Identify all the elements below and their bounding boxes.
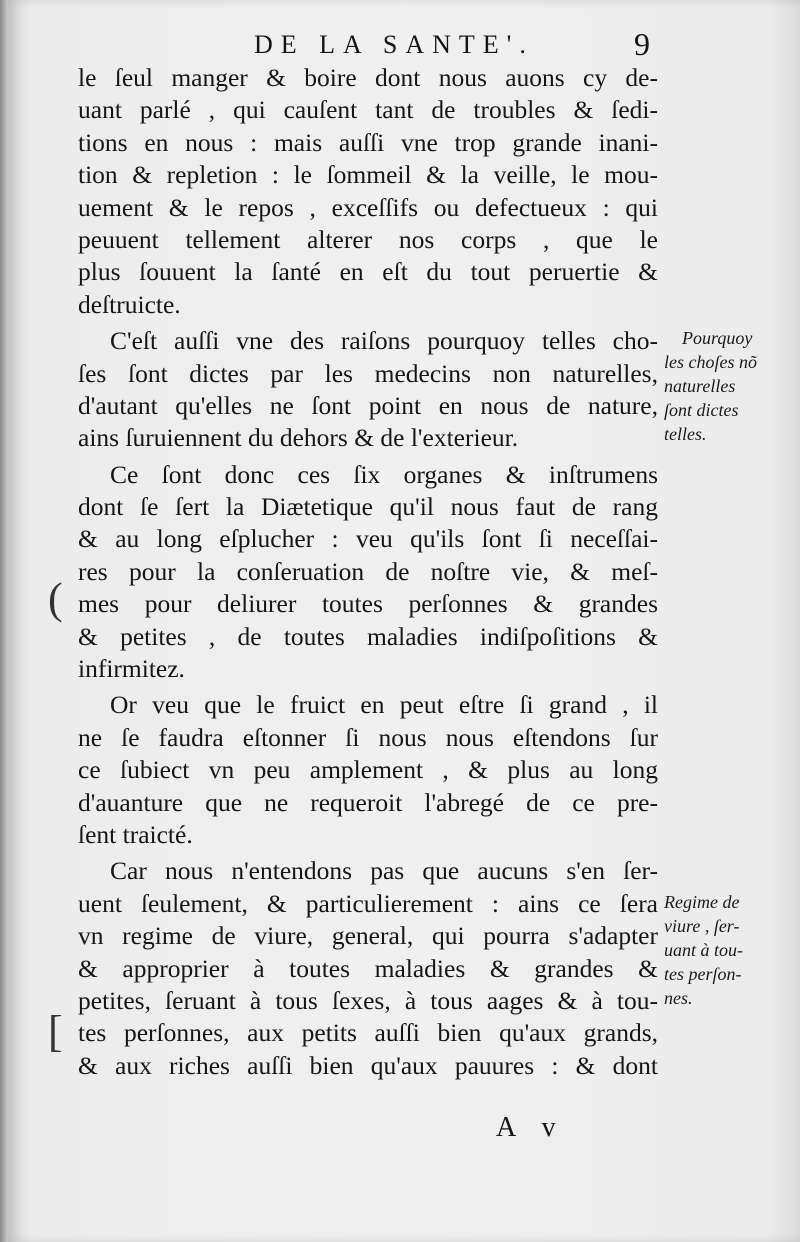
margin-note-line: tes perſon- xyxy=(664,964,742,984)
text-line: le ſeul manger & boire dont nous auons cy de- xyxy=(78,63,658,92)
signature-mark: A v xyxy=(496,1112,566,1143)
text-line: vn regime de viure, general, qui pourra s'adapter xyxy=(78,921,658,951)
text-line: mes pour deliurer toutes perſonnes & grandes xyxy=(78,589,658,619)
text-line: & petites , de toutes maladies indiſpoſitions & xyxy=(78,621,658,651)
text-line: & aux riches auſſi bien qu'aux pauures : & dont xyxy=(78,1050,658,1080)
paragraph xyxy=(78,459,658,686)
text-line: Car nous n'entendons pas que aucuns s'en ſer- xyxy=(110,856,658,886)
margin-note-line: nes. xyxy=(664,988,693,1008)
margin-note-line: viure , ſer- xyxy=(664,916,740,936)
margin-bracket-mark: [ xyxy=(48,1007,63,1056)
margin-note-line: Pourquoy xyxy=(682,328,753,348)
text-line: Or veu que le fruict en peut eſtre ſi grand , il xyxy=(110,690,658,720)
text-line: ſent traicté. xyxy=(78,819,193,849)
margin-note xyxy=(664,890,743,1010)
text-line: d'autant qu'elles ne ſont point en nous de nature, xyxy=(78,390,658,420)
text-line: peuuent tellement alterer nos corps , que le xyxy=(78,224,658,254)
text-line: d'auanture que ne requeroit l'abregé de ce pre- xyxy=(78,787,658,817)
paragraph xyxy=(78,855,658,1082)
text-line: C'eſt auſſi vne des raiſons pourquoy telles cho- xyxy=(110,326,658,356)
margin-note-line: uant à tou- xyxy=(664,940,743,960)
running-head: DE LA SANTE'. xyxy=(254,30,534,59)
margin-note-line: naturelles xyxy=(664,376,736,396)
text-line: ains ſuruiennent du dehors & de l'exterieur. xyxy=(78,423,519,453)
margin-note xyxy=(664,326,757,446)
text-line: ſes ſont dictes par les medecins non naturelles, xyxy=(78,358,658,388)
text-line: plus ſouuent la ſanté en eſt du tout peruertie & xyxy=(78,257,658,287)
margin-bracket-mark: ( xyxy=(48,574,63,623)
margin-note-line: telles. xyxy=(664,424,707,444)
margin-note-line: les choſes nõ xyxy=(664,352,757,372)
text-line: tions en nous : mais auſſi vne trop grande inani- xyxy=(78,127,658,157)
text-line: dont ſe ſert la Diætetique qu'il nous faut de rang xyxy=(78,492,658,522)
text-line: tion & repletion : le ſommeil & la veille, le mou- xyxy=(78,160,658,190)
text-line: uant parlé , qui cauſent tant de troubles & ſedi- xyxy=(78,95,658,125)
paragraph xyxy=(78,62,658,321)
text-line: ce ſubiect vn peu amplement , & plus au long xyxy=(78,755,658,785)
body-text xyxy=(78,62,658,1082)
margin-note-line: ſont dictes xyxy=(664,400,739,420)
text-line: deſtruicte. xyxy=(78,289,181,319)
text-line: & approprier à toutes maladies & grandes & xyxy=(78,953,658,983)
text-line: tes perſonnes, aux petits auſſi bien qu'aux grands, xyxy=(78,1018,658,1048)
page-header xyxy=(8,26,800,64)
text-line: ne ſe faudra eſtonner ſi nous nous eſtendons ſur xyxy=(78,722,658,752)
text-line: & au long eſplucher : veu qu'ils ſont ſi neceſſai- xyxy=(78,524,658,554)
paragraph xyxy=(78,689,658,851)
text-line: uement & le repos , exceſſifs ou defectueux : qui xyxy=(78,192,658,222)
text-line: Ce ſont donc ces ſix organes & inſtrumens xyxy=(110,459,658,489)
text-line: infirmitez. xyxy=(78,654,185,684)
margin-note-line: Regime de xyxy=(664,892,740,912)
text-line: uent ſeulement, & particulierement : ains ce ſera xyxy=(78,888,658,918)
text-line: petites, ſeruant à tous ſexes, à tous aages & à tou- xyxy=(78,985,658,1015)
book-page xyxy=(8,0,800,1242)
page-edge-shadow xyxy=(0,0,8,1242)
page-number: 9 xyxy=(634,26,650,62)
text-line: res pour la conſeruation de noſtre vie, & meſ- xyxy=(78,556,658,586)
paragraph xyxy=(78,325,658,455)
